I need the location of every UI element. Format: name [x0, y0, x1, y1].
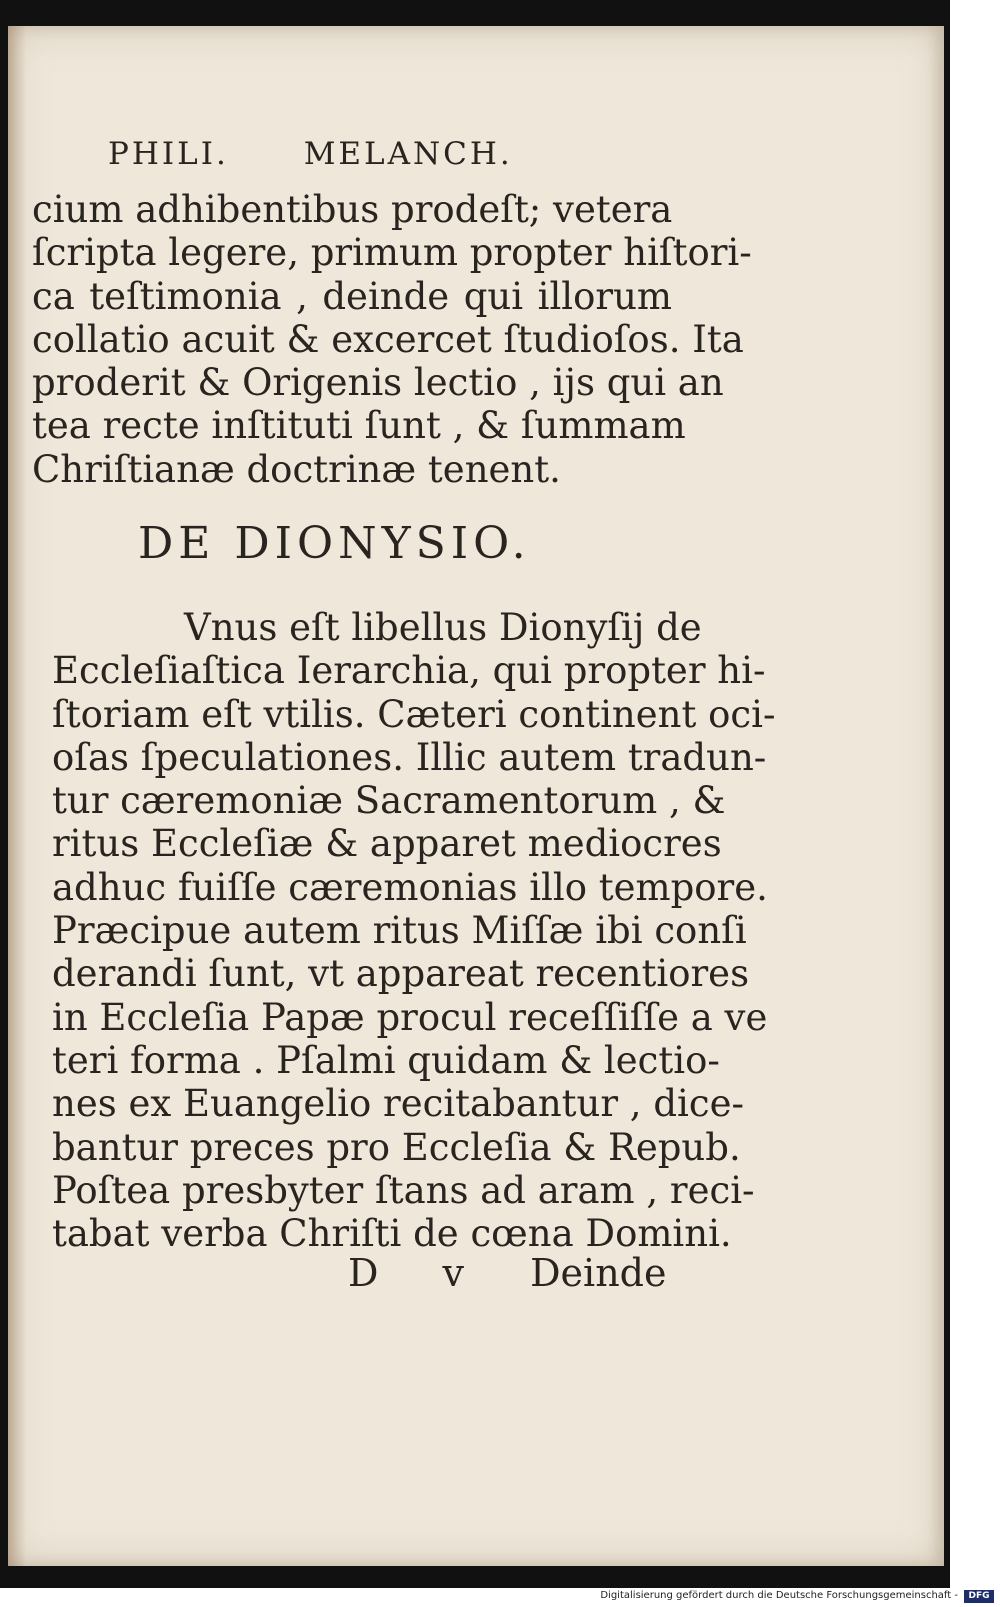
text-line: ritus Eccleſiæ & apparet mediocres — [52, 822, 722, 866]
text-line: oſas ſpeculationes. Illic autem tradun- — [52, 735, 767, 779]
text-line: ca teſtimonia , deinde qui illorum — [32, 274, 672, 318]
digitization-bar — [0, 1588, 1000, 1607]
text-line: Poſtea presbyter ſtans ad aram , reci- — [52, 1168, 755, 1212]
text-line: tabat verba Chriſti de cœna Domini. — [52, 1212, 732, 1256]
dfg-logo: DFG — [964, 1590, 994, 1603]
text-line: tea recte inſtituti ſunt , & ſummam — [32, 404, 686, 448]
text-line: cium adhibentibus prodeſt; vetera — [32, 188, 673, 231]
paragraph-2 — [52, 606, 776, 1256]
text-line: adhuc fuiſſe cæremonias illo tempore. — [52, 865, 768, 909]
text-line: teri forma . Pſalmi quidam & lectio- — [52, 1038, 720, 1082]
text-line: ſcripta legere, primum propter hiſtori- — [32, 231, 752, 275]
text-line: Præcipue autem ritus Miſſæ ibi conſi — [52, 909, 747, 953]
catchword: Deinde — [530, 1251, 667, 1295]
text-line: Chriſtianæ doctrinæ tenent. — [32, 447, 561, 491]
digitization-notice: Digitalisierung gefördert durch die Deutsche Forschungsgemeinschaft - — [600, 1590, 958, 1601]
text-line: in Eccleſia Papæ procul receſſiſſe a ve — [52, 995, 768, 1039]
running-head-left: PHILI. — [108, 136, 229, 172]
running-head-right: MELANCH. — [303, 136, 513, 172]
book-page — [8, 26, 944, 1566]
signature-mark: D v — [348, 1251, 491, 1295]
paragraph-1 — [32, 188, 752, 491]
text-line: Eccleſiaſtica Ierarchia, qui propter hi- — [52, 649, 766, 693]
text-line: bantur preces pro Eccleſia & Repub. — [52, 1125, 741, 1169]
section-heading: DE DIONYSIO. — [138, 518, 531, 569]
text-line: Vnus eſt libellus Dionyſij de — [184, 606, 702, 649]
text-line: ſtoriam eſt vtilis. Cæteri continent oci- — [52, 692, 776, 736]
text-line: derandi ſunt, vt appareat recentiores — [52, 952, 750, 996]
text-line: tur cæremoniæ Sacramentorum , & — [52, 779, 726, 823]
text-line: nes ex Euangelio recitabantur , dice- — [52, 1082, 744, 1126]
page-footer — [348, 1251, 678, 1295]
text-line: proderit & Origenis lectio , ijs qui an — [32, 361, 724, 405]
running-head — [108, 136, 668, 172]
text-line: collatio acuit & excercet ſtudioſos. Ita — [32, 317, 744, 361]
